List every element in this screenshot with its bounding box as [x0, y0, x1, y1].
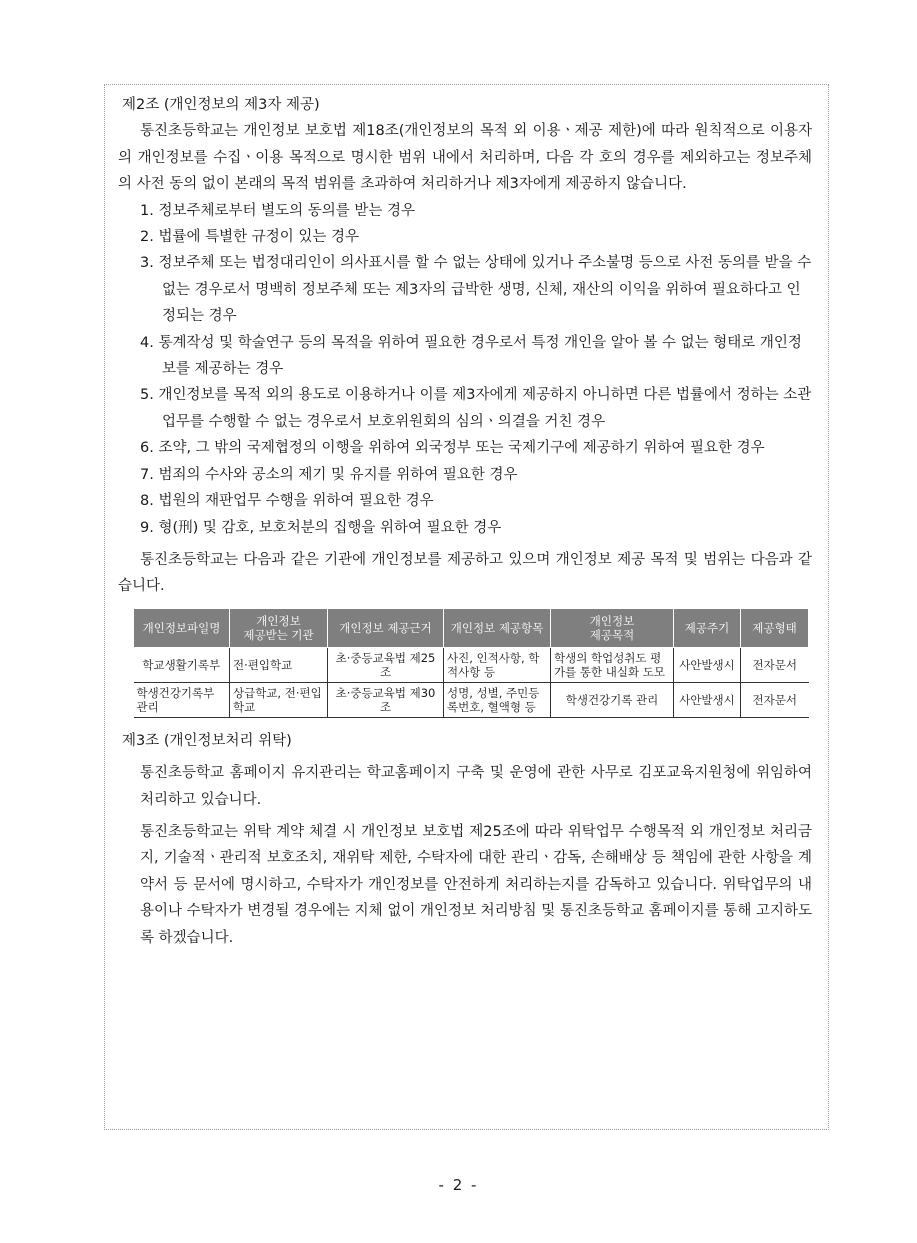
list-item: 9. 형(刑) 및 감호, 보호처분의 집행을 위하여 필요한 경우 — [140, 519, 502, 536]
table-cell: 학교생활기록부 — [134, 647, 230, 682]
table-cell: 사안발생시 — [674, 647, 741, 682]
article2-intro: 통진초등학교는 개인정보 보호법 제18조(개인정보의 목적 외 이용ㆍ제공 제한)에 따라 원칙적으로 이용자의 개인정보를 수집ㆍ이용 목적으로 명시한 범위 내에서 처리하며, 다음 각 호의 경우를 제외하고는 정보주체의 사전 동의 없이 본래의 목적 범위를 초과하여 처리하거나 제3자에게 제공하지 않습니다. — [118, 123, 812, 193]
table-cell: 학생의 학업성취도 평가를 통한 내실화 도모 — [551, 647, 674, 682]
table-cell: 상급학교, 전·편입학교 — [230, 682, 328, 717]
article2-list — [118, 198, 812, 541]
table-intro: 통진초등학교는 다음과 같은 기관에 개인정보를 제공하고 있으며 개인정보 제공 목적 및 범위는 다음과 같습니다. — [118, 551, 812, 595]
list-item: 4. 통계작성 및 학술연구 등의 목적을 위하여 필요한 경우로서 특정 개인을 알아 볼 수 없는 형태로 개인정보를 제공하는 경우 — [140, 334, 802, 378]
table-cell: 초·중등교육법 제25조 — [328, 647, 444, 682]
table-header-cell: 개인정보 제공받는 기관 — [230, 608, 328, 647]
table-row — [134, 647, 809, 682]
list-item: 8. 법원의 재판업무 수행을 위하여 필요한 경우 — [140, 493, 434, 510]
table-header-row — [134, 608, 809, 647]
article3-heading: 제3조 (개인정보처리 위탁) — [122, 732, 292, 749]
table-header-cell: 개인정보 제공목적 — [551, 608, 674, 647]
table-row — [134, 682, 809, 717]
table-header-cell: 제공주기 — [674, 608, 741, 647]
list-item: 3. 정보주체 또는 법정대리인이 의사표시를 할 수 없는 상태에 있거나 주소불명 등으로 사전 동의를 받을 수 없는 경우로서 명백히 정보주체 또는 제3자의 급박한 생명, 신체, 재산의 이익을 위하여 필요하다고 인정되는 경우 — [140, 255, 812, 325]
list-item: 1. 정보주체로부터 별도의 동의를 받는 경우 — [140, 202, 415, 219]
article2-heading: 제2조 (개인정보의 제3자 제공) — [122, 97, 320, 113]
table-header-cell: 개인정보 제공근거 — [328, 608, 444, 647]
document-body — [118, 92, 812, 951]
article3-para2: 통진초등학교는 위탁 계약 체결 시 개인정보 보호법 제25조에 따라 위탁업무 수행목적 외 개인정보 처리금지, 기술적ㆍ관리적 보호조치, 재위탁 제한, 수탁자에 대한 관리ㆍ감독, 손해배상 등 책임에 관한 사항을 계약서 등 문서에 명시하고, 수탁자가 개인정보를 안전하게 처리하는지를 감독하고 있습니다. 위탁업무의 내용이나 수탁자가 변경될 경우에는 지체 없이 개인정보 처리방침 및 통진초등학교 홈페이지를 통해 고지하도록 하겠습니다. — [140, 823, 812, 946]
table-cell: 초·중등교육법 제30조 — [328, 682, 444, 717]
page-number: - 2 - — [438, 1176, 479, 1194]
table-cell: 성명, 성별, 주민등록번호, 혈액형 등 — [444, 682, 551, 717]
table-cell: 전·편입학교 — [230, 647, 328, 682]
table-cell: 사진, 인적사항, 학적사항 등 — [444, 647, 551, 682]
table-cell: 전자문서 — [741, 682, 809, 717]
article3-para1: 통진초등학교 홈페이지 유지관리는 학교홈페이지 구축 및 운영에 관한 사무로 김포교육지원청에 위임하여 처리하고 있습니다. — [140, 765, 812, 808]
list-item: 7. 범죄의 수사와 공소의 제기 및 유지를 위하여 필요한 경우 — [140, 466, 518, 483]
table-cell: 학생건강기록 관리 — [551, 682, 674, 717]
table-header-cell: 개인정보파일명 — [134, 608, 230, 647]
list-item: 6. 조약, 그 밖의 국제협정의 이행을 위하여 외국정부 또는 국제기구에 제공하기 위하여 필요한 경우 — [140, 440, 765, 457]
provision-table — [133, 608, 809, 718]
table-cell: 사안발생시 — [674, 682, 741, 717]
list-item: 2. 법률에 특별한 규정이 있는 경우 — [140, 229, 359, 246]
table-header-cell: 제공형태 — [741, 608, 809, 647]
table-cell: 학생건강기록부 관리 — [134, 682, 230, 717]
list-item: 5. 개인정보를 목적 외의 용도로 이용하거나 이를 제3자에게 제공하지 아니하면 다른 법률에서 정하는 소관 업무를 수행할 수 없는 경우로서 보호위원회의 심의ㆍ의결을 거친 경우 — [140, 387, 812, 430]
table-cell: 전자문서 — [741, 647, 809, 682]
table-header-cell: 개인정보 제공항목 — [444, 608, 551, 647]
